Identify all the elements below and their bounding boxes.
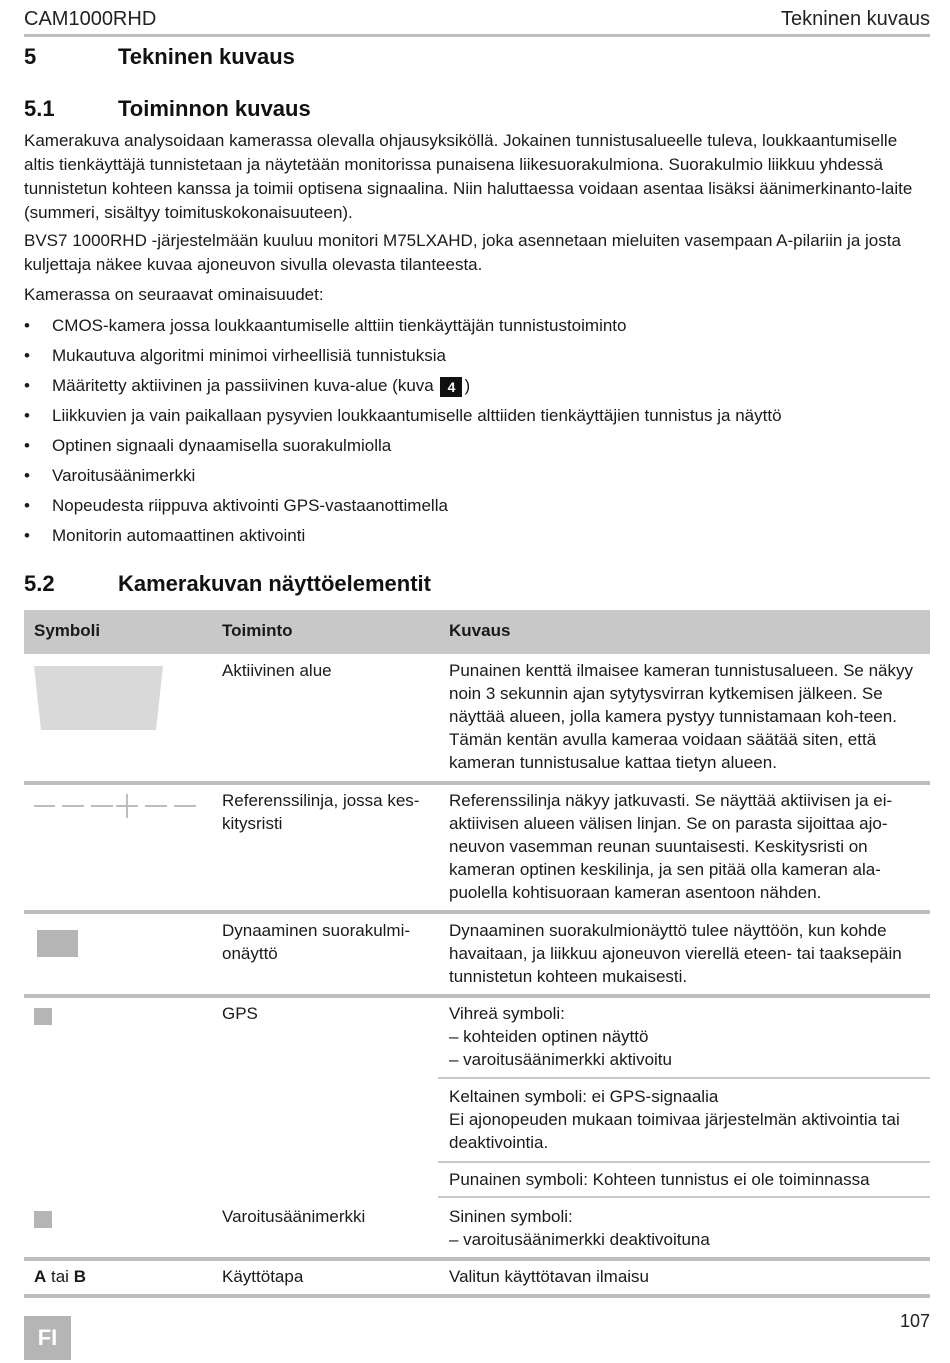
warning-buzzer-symbol-icon <box>34 1211 52 1228</box>
section-5-heading <box>24 44 295 70</box>
function-cell: Varoitusäänimerkki <box>222 1207 366 1226</box>
dynamic-rectangle-icon <box>37 930 78 957</box>
row-divider <box>24 994 930 998</box>
sub-row-divider <box>438 1161 930 1163</box>
list-item: • CMOS-kamera jossa loukkaantumiselle alttiin tienkäyttäjän tunnistustoiminto <box>24 311 930 341</box>
language-badge: FI <box>24 1316 71 1360</box>
description-cell: Dynaaminen suorakulmionäyttö tulee näyttöön, kun kohde havaitaan, ja liikkuu ajoneuvon vierellä eteen- tai taaksepäin tunnistetun kohteen mukaisesti. <box>449 921 902 986</box>
sub-row-divider <box>438 1196 930 1198</box>
column-header-function: Toiminto <box>222 621 293 640</box>
section-number: 5.2 <box>24 571 55 596</box>
row-divider <box>24 1294 930 1298</box>
section-5-2-heading <box>24 571 431 597</box>
list-item: • Liikkuvien ja vain paikallaan pysyvien loukkaantumiselle alttiiden tienkäyttäjien tunnistus ja näyttö <box>24 401 930 431</box>
function-cell: GPS <box>222 1004 258 1023</box>
section-number: 5 <box>24 44 37 69</box>
list-item: • Määritetty aktiivinen ja passiivinen kuva-alue (kuva 4 ) <box>24 371 930 401</box>
function-cell: Dynaaminen suorakulmi-onäyttö <box>222 921 411 963</box>
description-cell: Punainen kenttä ilmaisee kameran tunnistusalueen. Se näkyy noin 3 sekunnin ajan sytytysvirran kytkemisen jälkeen. Se näyttää alueen, jolla kamera pystyy tunnistamaan koh-teen. Tämän kentän avulla kameraa voidaan säätää siten, että kameran tunnistusalue kattaa tietyn alueen. <box>449 661 914 772</box>
list-item: • Nopeudesta riippuva aktivointi GPS-vastaanottimella <box>24 491 930 521</box>
section-title: Kamerakuvan näyttöelementit <box>118 571 431 596</box>
feature-list <box>24 311 930 551</box>
function-cell: Referenssilinja, jossa kes-kitysristi <box>222 791 420 833</box>
header-section: Tekninen kuvaus <box>781 8 930 30</box>
list-item: • Mukautuva algoritmi minimoi virheellisiä tunnistuksia <box>24 341 930 371</box>
section-number: 5.1 <box>24 96 55 121</box>
section-5-1-heading <box>24 96 311 122</box>
description-cell-green: Vihreä symboli: – kohteiden optinen näyttö – varoitusäänimerkki aktivoitu <box>449 1004 672 1069</box>
running-header <box>24 8 930 37</box>
page-number: 107 <box>899 1311 930 1331</box>
column-header-description: Kuvaus <box>449 621 511 640</box>
figure-reference: 4 <box>440 377 462 397</box>
mode-symbol: A tai B <box>34 1267 86 1286</box>
list-item: • Varoitusäänimerkki <box>24 461 930 491</box>
description-cell-yellow: Keltainen symboli: ei GPS-signaalia Ei ajonopeuden mukaan toimivaa järjestelmän aktivointia tai deaktivointia. <box>449 1087 900 1152</box>
header-model: CAM1000RHD <box>24 8 157 30</box>
section-title: Toiminnon kuvaus <box>118 96 311 121</box>
description-cell: Sininen symboli: – varoitusäänimerkki deaktivoituna <box>449 1207 710 1249</box>
description-cell: Referenssilinja näkyy jatkuvasti. Se näyttää aktiivisen ja ei-aktiivisen alueen välisen linjan. Se on parasta sijoittaa ajo-neuvon vasemman reunan suuntaisesti. Keskitysristi on kameran optinen keskilinja, ja sen pitää olla kameran ala-puolella kohtisuoraan kameran asentoon nähden. <box>449 791 893 902</box>
row-divider <box>24 781 930 785</box>
description-cell: Valitun käyttötavan ilmaisu <box>449 1267 650 1286</box>
list-item: • Optinen signaali dynaamisella suorakulmiolla <box>24 431 930 461</box>
paragraph-2: BVS7 1000RHD -järjestelmään kuuluu monitori M75LXAHD, joka asennetaan mieluiten vasempaan A-pilariin ja josta kuljettaja näkee kuvaa ajoneuvon sivulla olevasta tilanteesta. <box>24 231 901 274</box>
row-divider <box>24 910 930 914</box>
function-cell: Aktiivinen alue <box>222 661 332 680</box>
gps-symbol-icon <box>34 1008 52 1025</box>
description-cell-red: Punainen symboli: Kohteen tunnistus ei ole toiminnassa <box>449 1170 870 1189</box>
list-item: • Monitorin automaattinen aktivointi <box>24 521 930 551</box>
sub-row-divider <box>438 1077 930 1079</box>
row-divider <box>24 1257 930 1261</box>
column-header-symbol: Symboli <box>34 621 101 640</box>
paragraph-3: Kamerassa on seuraavat ominaisuudet: <box>24 285 324 304</box>
active-area-symbol-icon <box>34 664 164 732</box>
function-cell: Käyttötapa <box>222 1267 304 1286</box>
reference-line-crosshair-icon <box>34 791 196 819</box>
paragraph-1: Kamerakuva analysoidaan kamerassa olevalla ohjausyksiköllä. Jokainen tunnistusalueelle tuleva, loukkaantumiselle altis tienkäyttäjä tunnistetaan ja näytetään monitorissa punaisena liikesuorakulmiona. Suorakulmio liikkuu yhdessä tunnistetun kohteen kanssa ja toimii optisena signaalina. Niin haluttaessa voidaan asentaa lisäksi äänimerkinanto-laite (summeri, sisältyy toimituskokonaisuuteen). <box>24 131 913 222</box>
section-title: Tekninen kuvaus <box>118 44 295 69</box>
table-header <box>24 610 930 654</box>
